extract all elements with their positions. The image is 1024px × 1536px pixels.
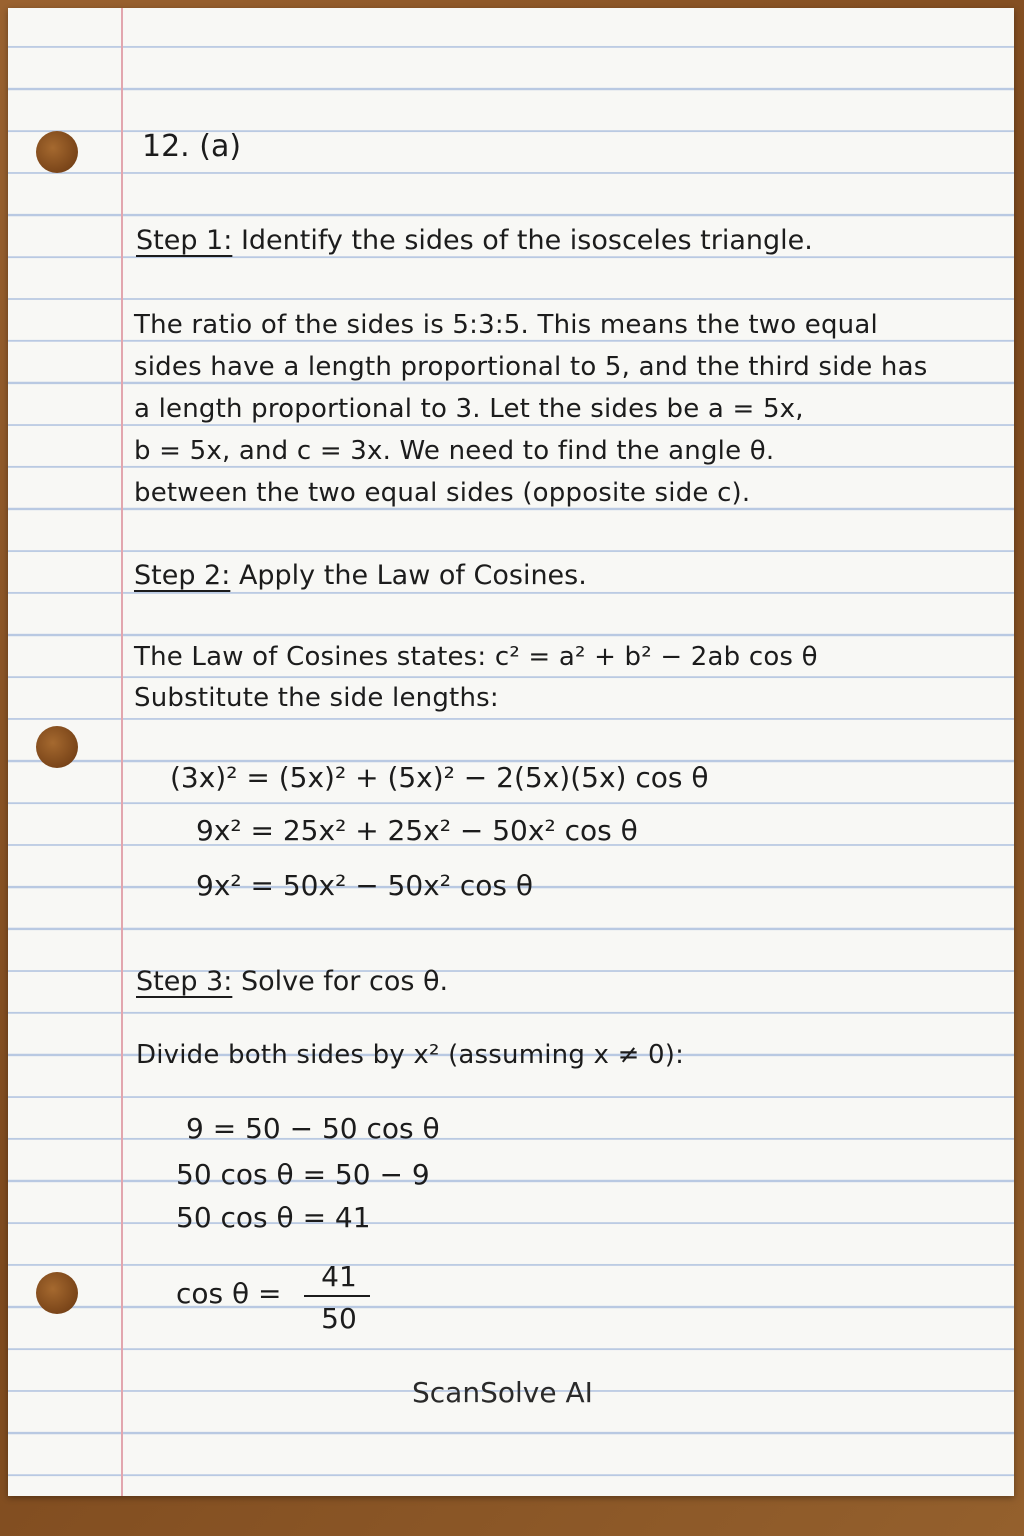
step1-line-1: The ratio of the sides is 5:3:5. This means the two equal <box>134 310 878 340</box>
result-lhs: cos θ = <box>176 1277 282 1310</box>
punch-hole-middle <box>36 726 78 768</box>
step2-equation-2: 9x² = 25x² + 25x² − 50x² cos θ <box>196 814 638 847</box>
substitute-line: Substitute the side lengths: <box>134 683 499 713</box>
step3-equation-3: 50 cos θ = 41 <box>176 1201 371 1234</box>
step3-heading <box>136 968 448 995</box>
margin-line <box>121 8 123 1496</box>
step1-title: Identify the sides of the isosceles triangle. <box>240 225 813 256</box>
step1-heading <box>136 227 813 254</box>
step3-label: Step 3: <box>136 966 233 997</box>
step2-title: Apply the Law of Cosines. <box>238 560 587 591</box>
law-of-cosines-line: The Law of Cosines states: c² = a² + b² − 2ab cos θ <box>134 642 818 672</box>
punch-hole-bottom <box>36 1272 78 1314</box>
result-denominator: 50 <box>321 1302 357 1335</box>
step1-line-5: between the two equal sides (opposite side c). <box>134 478 751 508</box>
fraction-bar <box>304 1295 370 1297</box>
step2-label: Step 2: <box>134 560 231 591</box>
step2-equation-3: 9x² = 50x² − 50x² cos θ <box>196 869 534 902</box>
watermark: ScanSolve AI <box>412 1376 593 1409</box>
step1-line-4: b = 5x, and c = 3x. We need to find the angle θ. <box>134 436 775 466</box>
step2-heading <box>134 562 587 589</box>
problem-label: 12. (a) <box>142 129 242 164</box>
punch-hole-top <box>36 131 78 173</box>
notebook-page <box>8 8 1014 1496</box>
step1-line-2: sides have a length proportional to 5, and the third side has <box>134 352 928 382</box>
step3-title: Solve for cos θ. <box>240 966 449 997</box>
step2-equation-1: (3x)² = (5x)² + (5x)² − 2(5x)(5x) cos θ <box>170 761 709 794</box>
step1-label: Step 1: <box>136 225 233 256</box>
step3-equation-1: 9 = 50 − 50 cos θ <box>186 1112 440 1145</box>
step1-line-3: a length proportional to 3. Let the sides be a = 5x, <box>134 394 804 424</box>
divide-line: Divide both sides by x² (assuming x ≠ 0): <box>136 1040 685 1070</box>
result-numerator: 41 <box>321 1260 357 1293</box>
step3-equation-2: 50 cos θ = 50 − 9 <box>176 1158 430 1191</box>
